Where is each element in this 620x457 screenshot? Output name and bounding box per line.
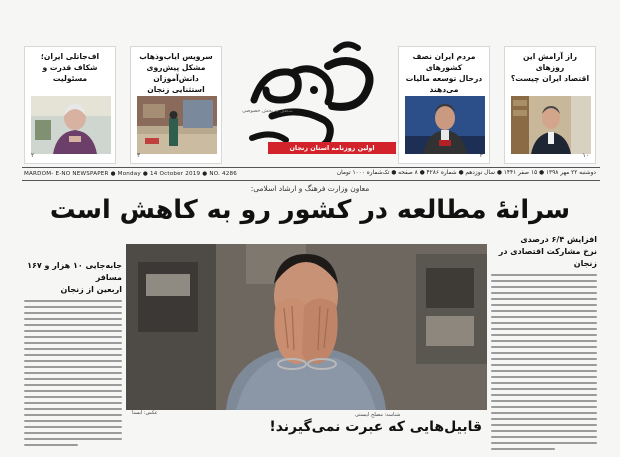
teaser-box-1[interactable] — [24, 46, 116, 164]
right-column-title: افزایش ۶/۴ درصدی نرخ مشارکت اقتصادی در زنجان — [498, 235, 597, 268]
teaser-page-number: ۳ — [479, 152, 483, 159]
teaser-box-3[interactable] — [398, 46, 490, 164]
dateline-rule-bottom — [22, 180, 600, 181]
teaser-title: راز آرامش این روزهای اقتصاد ایران چیست؟ — [510, 52, 590, 83]
teaser-photo-official — [511, 96, 591, 154]
right-column-body — [491, 274, 597, 450]
right-column-story[interactable] — [491, 234, 597, 444]
left-column-title: جابه‌جایی ۱۰ هزار و ۱۶۷ مسافر اربعین از زنجان — [27, 261, 122, 294]
teaser-title: مردم ایران نصف کشورهای درحال توسعه مالیات می‌دهند — [405, 52, 483, 94]
dateline-english: MARDOM- E-NO NEWSPAPER ● Monday ● 14 October 2019 ● NO. 4286 — [24, 171, 238, 177]
teaser-page-number: ۲ — [31, 152, 35, 159]
masthead-tagline: اولین روزنامه استان زنجان — [268, 142, 396, 154]
teaser-photo-street — [137, 96, 217, 154]
photo-credit: عکس: ایسنا — [132, 410, 158, 416]
dateline-persian: دوشنبه ۲۲ مهر ۱۳۹۸ ● ۱۵ صفر ۱۴۴۱ ● سال نوزدهم ● شماره ۴۲۸۶ ● ۸ صفحه ● تک‌شماره ۱۰۰۰ تومان — [336, 170, 596, 176]
teaser-title: اف‌جاتلی ایران؛ شکاف قدرت و مسئولیت — [40, 52, 100, 83]
left-column-body — [24, 300, 122, 446]
masthead-logo — [232, 30, 392, 160]
main-headline[interactable]: سرانهٔ مطالعه در کشور رو به کاهش است — [49, 195, 571, 225]
masthead-side-note: منطق به بخش خصوصی — [242, 108, 293, 114]
teaser-page-number: ۳ — [137, 152, 141, 159]
dateline-rule-top — [22, 167, 600, 168]
teaser-photo-elderly-man — [31, 96, 111, 154]
left-column-story[interactable] — [24, 260, 122, 450]
photo-story-headline[interactable]: قابیل‌هایی که عبرت نمی‌گیرند! — [269, 419, 482, 435]
photo-caption: شناسه: مصلح ابیستی — [355, 412, 401, 418]
main-photo-man-covering-face — [126, 244, 487, 410]
teaser-box-4[interactable] — [504, 46, 596, 164]
teaser-page-number: ۱۰ — [582, 152, 589, 159]
teaser-photo-speaker — [405, 96, 485, 154]
teaser-title: سرویس ایاب‌وذهاب مشکل پیش‌روی دانش‌آموزان استثنایی زنجان — [139, 52, 213, 94]
main-kicker: معاون وزارت فرهنگ و ارشاد اسلامی: — [250, 184, 370, 193]
teaser-box-2[interactable] — [130, 46, 222, 164]
